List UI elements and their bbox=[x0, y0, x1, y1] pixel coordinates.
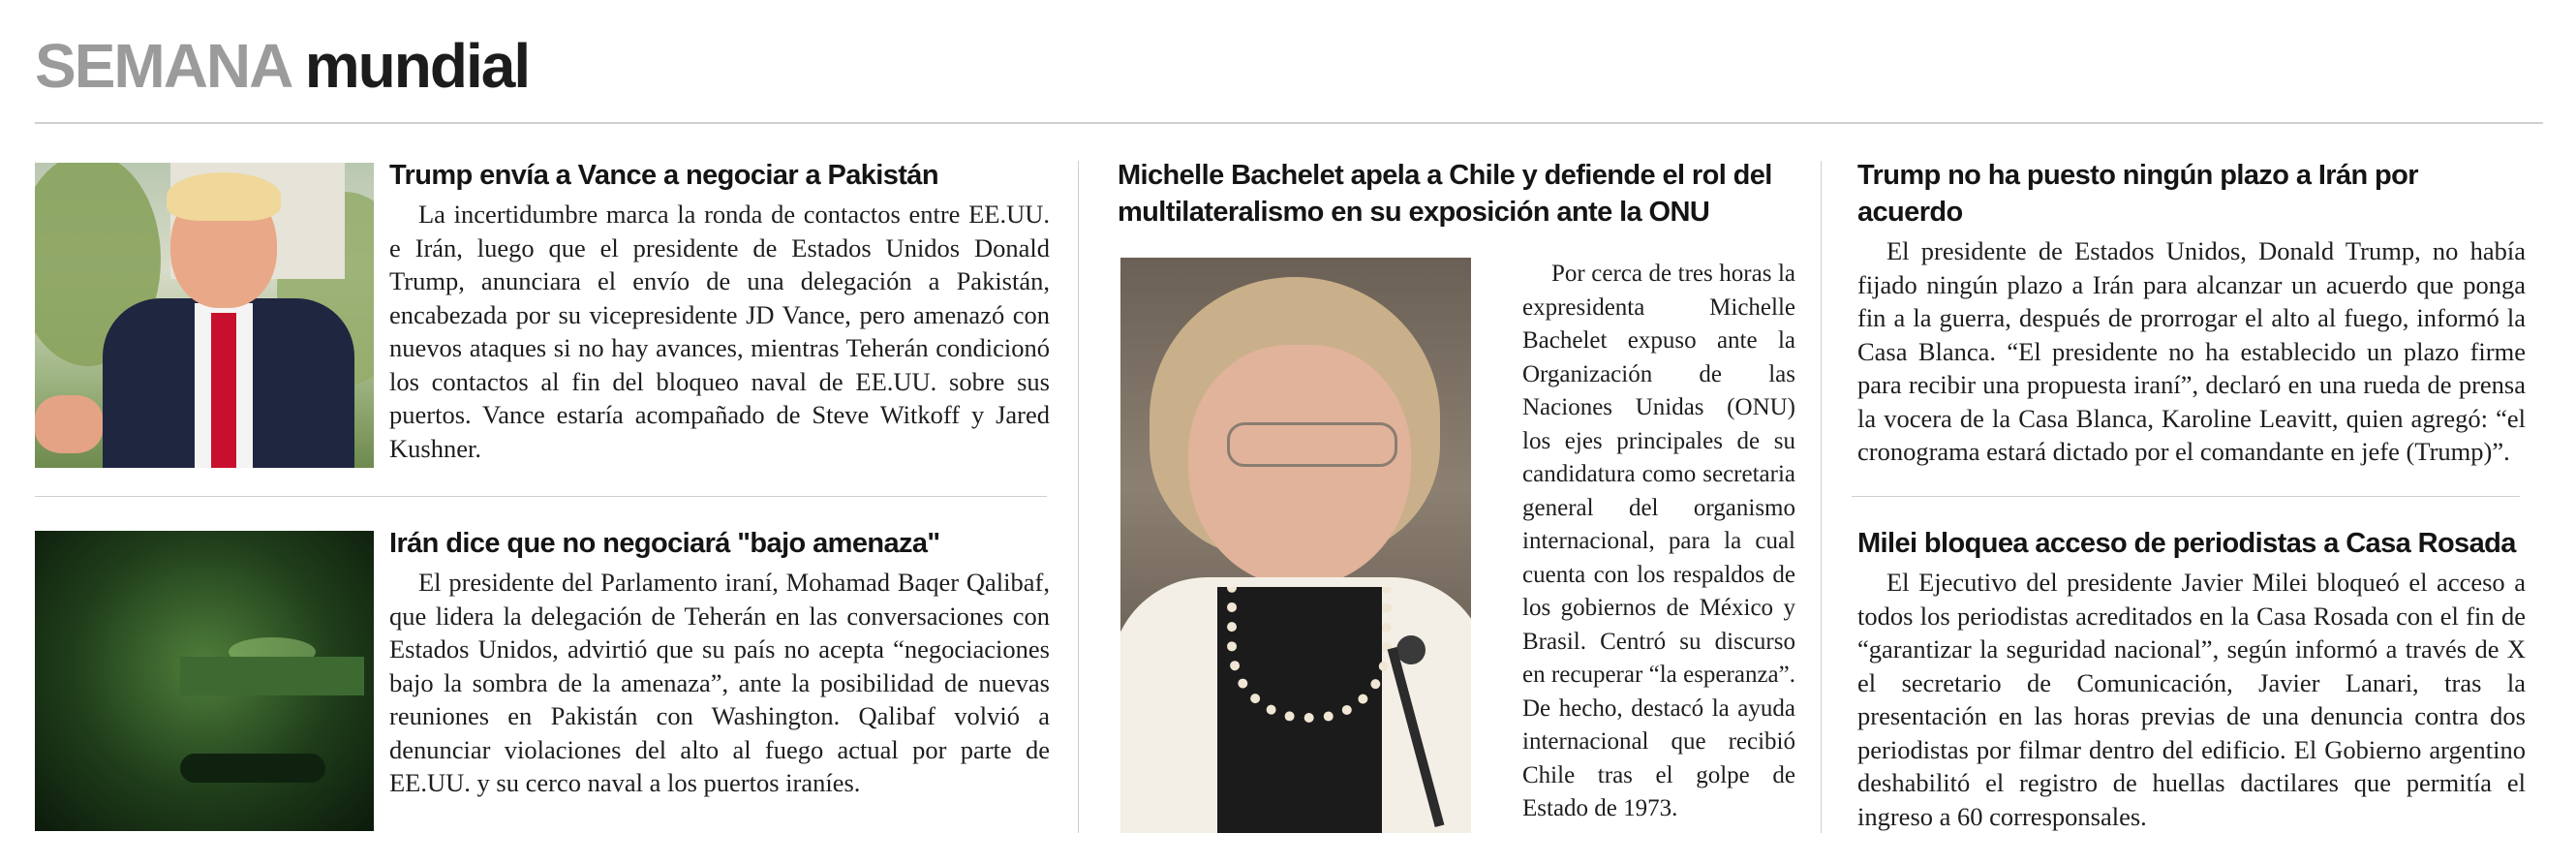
row-divider bbox=[1852, 496, 2520, 497]
article-headline: Michelle Bachelet apela a Chile y defiende el rol del multilateralismo en su exposición ante la ONU bbox=[1118, 160, 1772, 228]
article-trump-vance bbox=[389, 157, 1050, 465]
article-headline: Trump envía a Vance a negociar a Pakistán bbox=[389, 160, 938, 191]
trump-photo bbox=[35, 163, 374, 468]
column-divider bbox=[1821, 161, 1822, 833]
article-body: El presidente del Parlamento iraní, Mohamad Baqer Qalibaf, que lidera la delegación de Teherán en las conversaciones con Estados Unidos, advirtió que su país no acepta “negociaciones bajo la sombra de la amenaza”, ante la posibilidad de nuevas reuniones en Pakistán con Washington. Qalibaf volvió a denunciar violaciones del alto al fuego actual por parte de EE.UU. y su cerco naval a los puertos iraníes. bbox=[389, 568, 1050, 797]
section-title bbox=[35, 27, 529, 105]
article-body: El Ejecutivo del presidente Javier Milei bloqueó el acceso a todos los periodistas acreditados en la Casa Rosada con el fin de “garantizar la seguridad nacional”, según informó a través de X el secretario de Comunicación, Javier Lanari, tras la presentación en las horas previas de una denuncia contra dos periodistas por filmar dentro del edificio. El Gobierno argentino deshabilitó el registro de huellas dactilares que permitía el ingreso a 60 corresponsales. bbox=[1857, 568, 2526, 831]
article-bachelet-headline-block bbox=[1118, 157, 1795, 231]
night-vision-photo bbox=[35, 531, 374, 831]
article-milei bbox=[1857, 525, 2526, 833]
article-headline: Milei bloquea acceso de periodistas a Casa Rosada bbox=[1857, 528, 2516, 559]
bachelet-photo bbox=[1120, 258, 1471, 833]
article-headline: Irán dice que no negociará "bajo amenaza" bbox=[389, 528, 940, 559]
article-trump-plazo bbox=[1857, 157, 2526, 469]
article-body: Por cerca de tres horas la expresidenta Michelle Bachelet expuso ante la Organización de las Naciones Unidas (ONU) los ejes principales de su candidatura como secretaria general del organismo internacional, para la cual cuenta con los respaldos de los gobiernos de México y Brasil. Centró su discurso en recuperar “la esperanza”. De hecho, destacó la ayuda internacional que recibió Chile tras el golpe de Estado de 1973. bbox=[1522, 261, 1795, 821]
row-divider bbox=[35, 496, 1047, 497]
article-body: El presidente de Estados Unidos, Donald Trump, no había fijado ningún plazo a Irán para alcanzar un acuerdo que ponga fin a la guerra, después de prorrogar el alto al fuego, informó la Casa Blanca. “El presidente no ha establecido un plazo firme para recibir una propuesta iraní”, declaró en una rueda de prensa la vocera de la Casa Blanca, Karoline Leavitt, quien agregó: “el cronograma estará dictado por el comandante en jefe (Trump)”. bbox=[1857, 236, 2526, 466]
column-divider bbox=[1078, 161, 1079, 833]
section-title-mundial: mundial bbox=[304, 31, 530, 101]
article-body: La incertidumbre marca la ronda de contactos entre EE.UU. e Irán, luego que el presidente de Estados Unidos Donald Trump, anunciara el envío de una delegación a Pakistán, encabezada por su vicepresidente JD Vance, pero amenazó con nuevos ataques si no hay avances, mientras Teherán condicionó los contactos al fin del bloqueo naval de EE.UU. sobre sus puertos. Vance estaría acompañado de Steve Witkoff y Jared Kushner. bbox=[389, 200, 1050, 463]
article-iran bbox=[389, 525, 1050, 800]
section-title-semana: SEMANA bbox=[35, 31, 290, 101]
article-headline: Trump no ha puesto ningún plazo a Irán por acuerdo bbox=[1857, 160, 2418, 228]
top-rule bbox=[35, 122, 2543, 124]
article-bachelet bbox=[1522, 258, 1795, 826]
